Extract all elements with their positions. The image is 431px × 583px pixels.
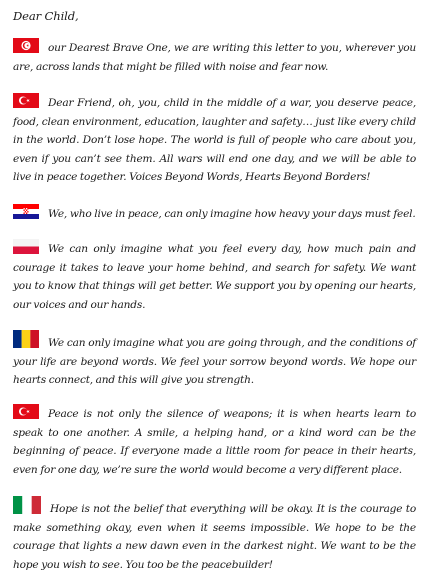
letter-text-romania: We can only imagine what you are going through, and the conditions of your life are beyond words. We feel your sorrow beyond words. We hope our hearts connect, and this will give you strength. [13,337,416,387]
letter-paragraph-italy [13,496,416,574]
turkey-flag-icon [13,404,39,419]
letter-paragraph-turkey-2 [13,404,416,479]
poland-flag-icon [13,239,39,254]
letter-greeting: Dear Child, [13,9,79,23]
letter-text-turkey: Dear Friend, oh, you, child in the middle of a war, you deserve peace, food, clean environment, education, laughter and safety… just like every child in the world. Don’t lose hope. The world is full of people who care about you, even if you can’t see them. All wars will end one day, and we will be able to live in peace together. Voices Beyond Words, Hearts Beyond Borders! [13,97,416,184]
letter-paragraph-tunisia [13,38,416,76]
tunisia-flag-icon [13,38,39,53]
letter-text-turkey-2: Peace is not only the silence of weapons; it is when hearts learn to speak to one another. A smile, a helping hand, or a kind word can be the beginning of peace. If everyone made a little room for peace in their hearts, even for one day, we’re sure the world would become a very different place. [13,408,416,476]
romania-flag-icon [13,330,39,348]
letter-paragraph-poland [13,239,416,314]
italy-flag-icon [13,496,41,514]
letter-paragraph-turkey [13,93,416,187]
turkey-flag-icon [13,93,39,108]
croatia-flag-icon [13,204,39,219]
letter-text-tunisia: our Dearest Brave One, we are writing this letter to you, wherever you are, across lands that might be filled with noise and fear now. [13,42,416,73]
letter-paragraph-croatia [13,204,416,224]
letter-text-croatia: We, who live in peace, can only imagine how heavy your days must feel. [48,208,416,220]
letter-text-poland: We can only imagine what you feel every day, how much pain and courage it takes to leave your home behind, and search for safety. We want you to know that things will get better. We support you by opening our hearts, our voices and our hands. [13,243,416,311]
letter-text-italy: Hope is not the belief that everything will be okay. It is the courage to make something okay, even when it seems impossible. We hope to be the courage that lights a new dawn even in the darkest night. We want to be the hope you wish to see. You too be the peacebuilder! [13,503,416,571]
letter-paragraph-romania [13,330,416,390]
